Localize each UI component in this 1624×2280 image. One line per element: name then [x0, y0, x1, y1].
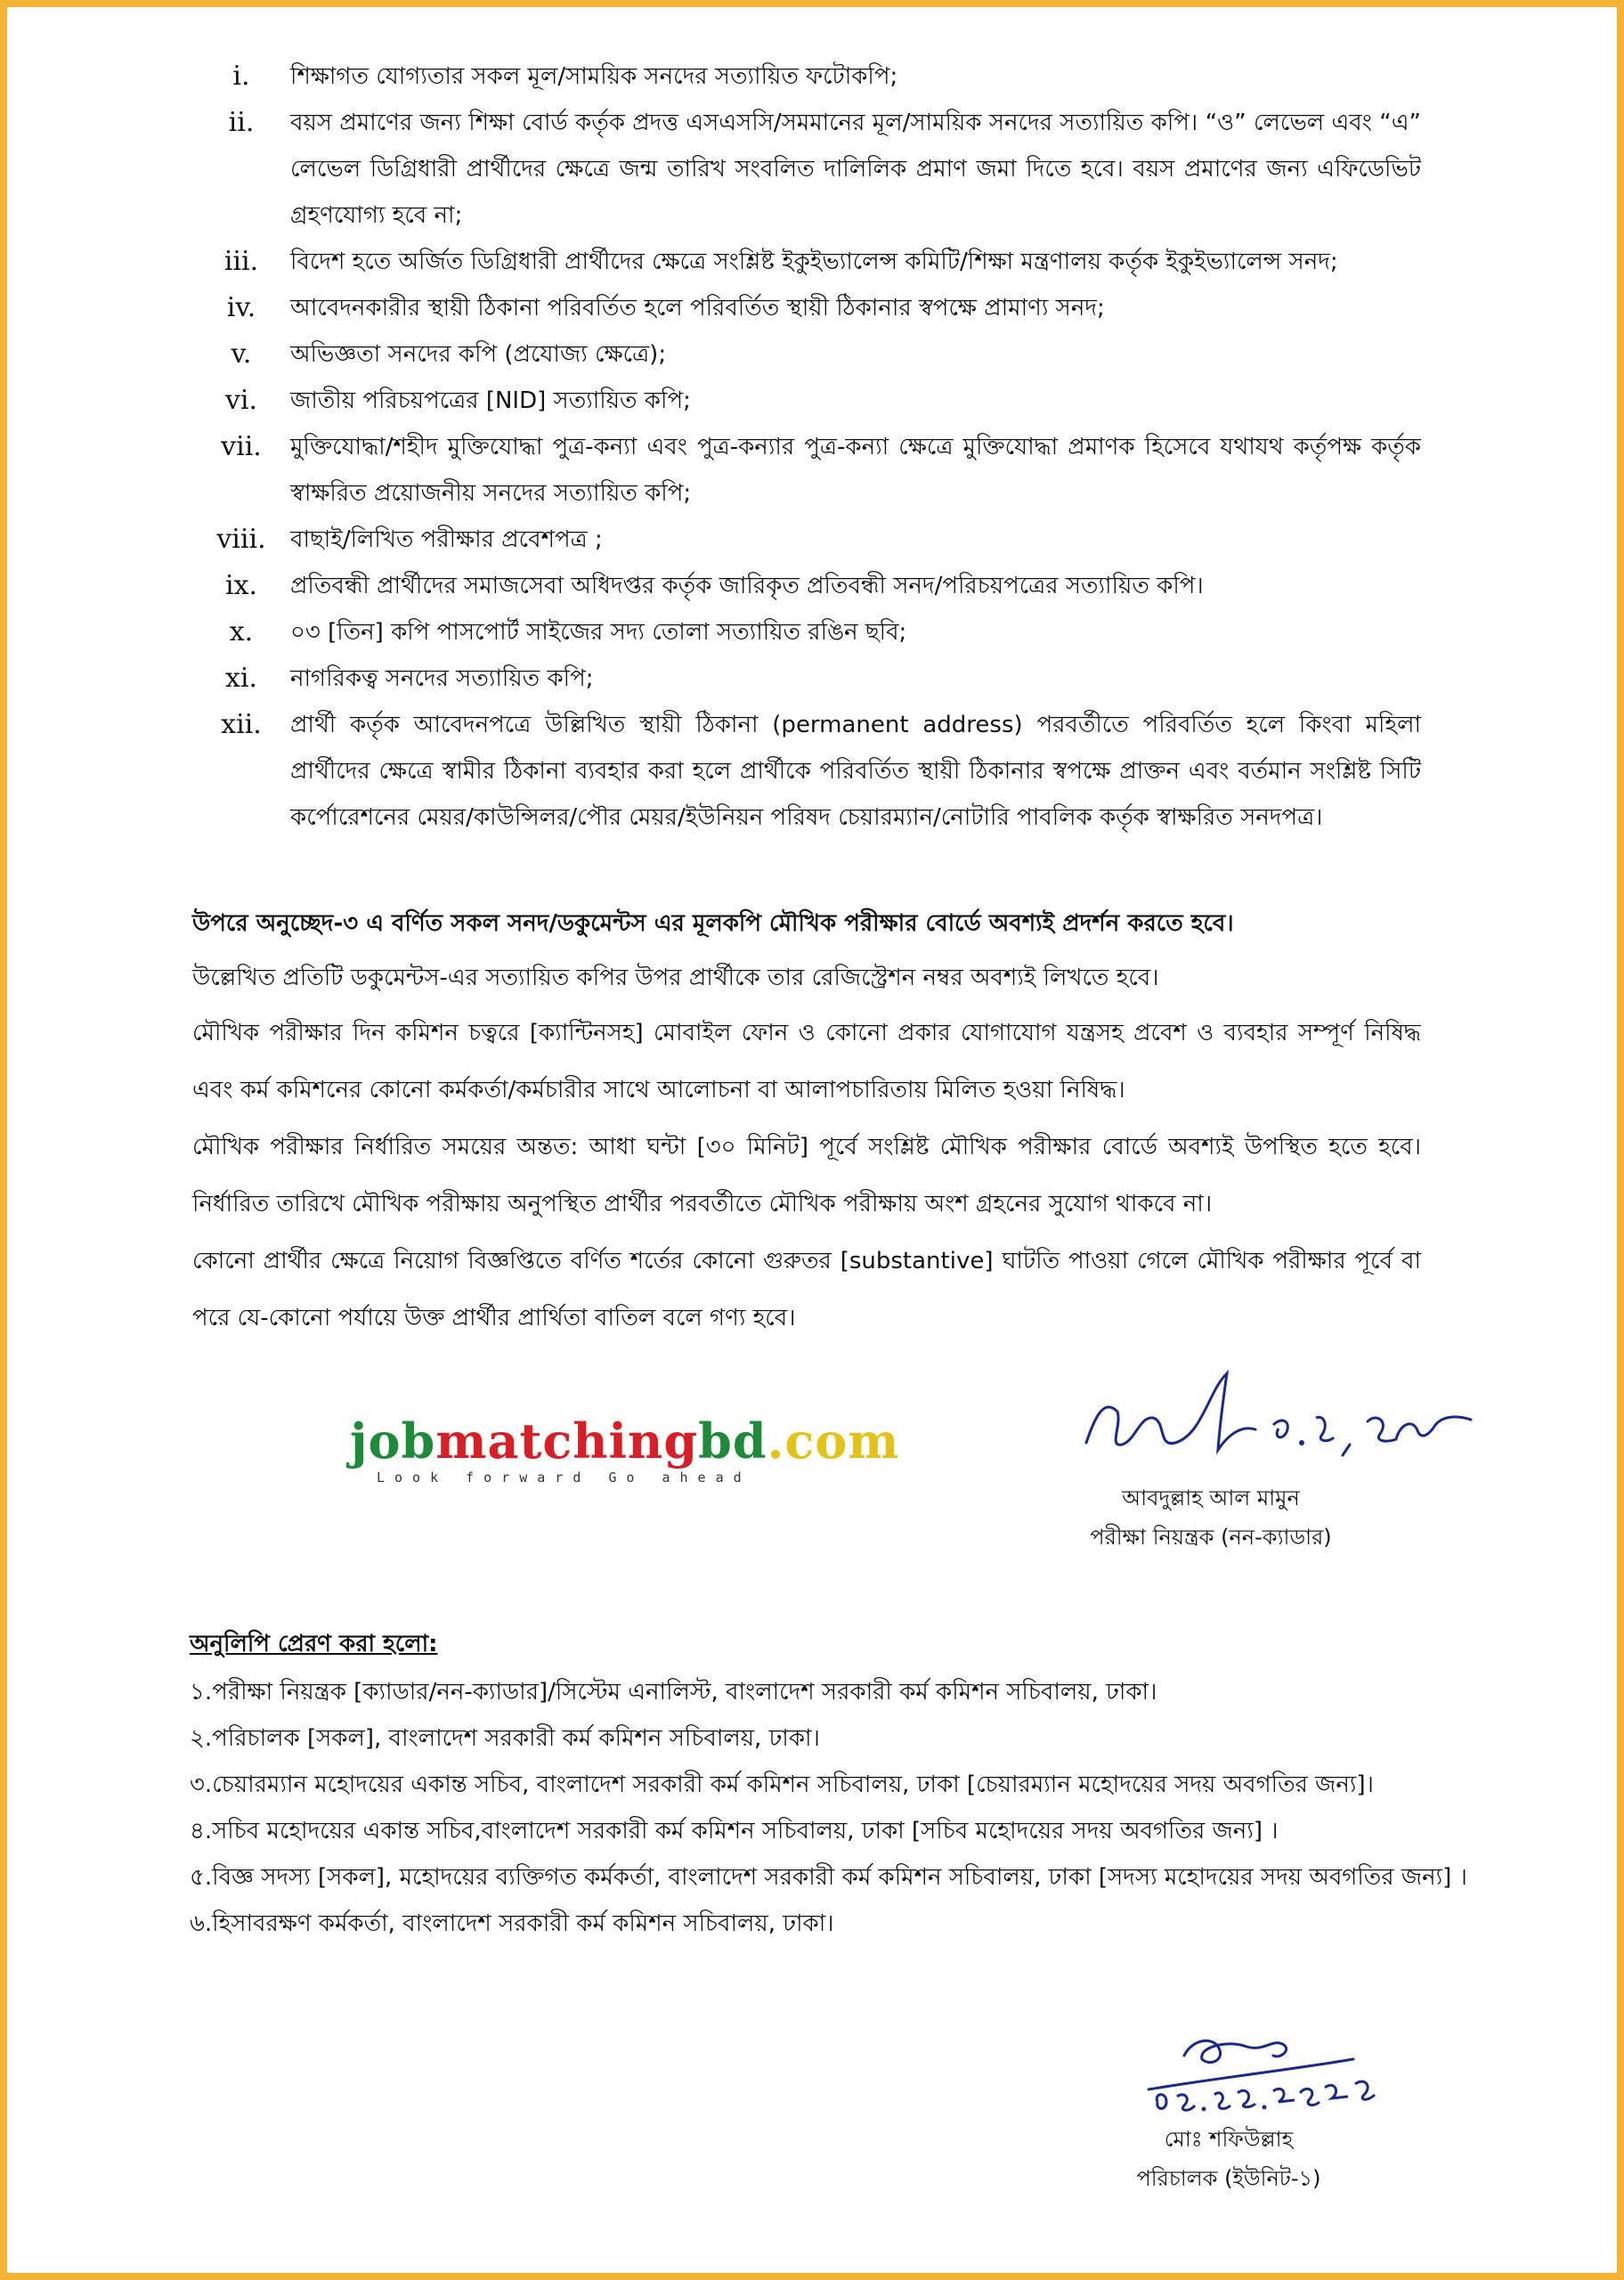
list-item	[192, 563, 1421, 609]
item-number: xi.	[224, 663, 258, 694]
item-number: xii.	[221, 709, 262, 740]
copy-to-item: ৫.বিজ্ঞ সদস্য [সকল], মহোদয়ের ব্যক্তিগত কর্মকর্তা, বাংলাদেশ সরকারী কর্ম কমিশন সচিবালয়, ঢাকা [সদস্য মহোদয়ের সদয় অবগতির জন্য] ।	[190, 1864, 1467, 1891]
item-text: বিদেশ হতে অর্জিত ডিগ্রিধারী প্রার্থীদের ক্ষেত্রে সংশ্লিষ্ট ইকুইভ্যালেন্স কমিটি/শিক্ষা মন্ত্রণালয় কর্তৃক ইকুইভ্যালেন্স সনদ;	[290, 248, 1338, 275]
paragraph-mobile-ban: মৌখিক পরীক্ষার দিন কমিশন চত্বরে [ক্যান্টিনসহ] মোবাইল ফোন ও কোনো প্রকার যোগাযোগ যন্ত্রসহ প্রবেশ ও ব্যবহার সম্পূর্ণ নিষিদ্ধ এবং কর্ম কমিশনের কোনো কর্মকর্তা/কর্মচারীর সাথে আলোচনা বা আলাপচারিতায় মিলিত হওয়া নিষিদ্ধ।	[192, 1020, 1421, 1103]
item-text: অভিজ্ঞতা সনদের কপি (প্রযোজ্য ক্ষেত্রে);	[290, 341, 667, 368]
list-item	[192, 424, 1421, 517]
signatory-2-title: পরিচালক (ইউনিট-১)	[1136, 2166, 1321, 2191]
list-item	[192, 239, 1421, 285]
signatory-1-block	[1002, 1478, 1420, 1557]
list-item	[192, 609, 1421, 656]
item-text: শিক্ষাগত যোগ্যতার সকল মূল/সাময়িক সনদের সত্যায়িত ফটোকপি;	[290, 63, 898, 90]
signature-1	[1068, 1363, 1496, 1478]
signatory-2-block	[1024, 2120, 1433, 2198]
item-text: বাছাই/লিখিত পরীক্ষার প্রবেশপত্র ;	[290, 526, 603, 553]
item-text: প্রতিবন্ধী প্রার্থীদের সমাজসেবা অধিদপ্তর কর্তৃক জারিকৃত প্রতিবন্ধী সনদ/পরিচয়পত্রের সত্যায়িত কপি।	[290, 573, 1204, 599]
copy-to-item: ২.পরিচালক [সকল], বাংলাদেশ সরকারী কর্ম কমিশন সচিবালয়, ঢাকা।	[190, 1725, 820, 1752]
signatory-1-title: পরীক্ষা নিয়ন্ত্রক (নন-ক্যাডার)	[1090, 1525, 1332, 1550]
required-documents-list	[192, 53, 1421, 841]
item-number: vii.	[221, 431, 262, 462]
item-text: মুক্তিযোদ্ধা/শহীদ মুক্তিযোদ্ধা পুত্র-কন্যা এবং পুত্র-কন্যার পুত্র-কন্যা ক্ষেত্রে মুক্তিযোদ্ধা প্রমাণক হিসেবে যথাযথ কর্তৃপক্ষ কর্তৃক স্বাক্ষরিত প্রয়োজনীয় সনদের সত্যায়িত কপি;	[290, 434, 1421, 507]
list-item	[192, 656, 1421, 702]
item-number: x.	[229, 616, 254, 647]
item-text: জাতীয় পরিচয়পত্রের [NID] সত্যায়িত কপি;	[290, 387, 691, 414]
item-text: বয়স প্রমাণের জন্য শিক্ষা বোর্ড কর্তৃক প্রদত্ত এসএসসি/সমমানের মূল/সাময়িক সনদের সত্যায়িত কপি। “ও” লেভেল এবং “এ” লেভেল ডিগ্রিধারী প্রার্থীদের ক্ষেত্রে জন্ম তারিখ সংবলিত দালিলিক প্রমাণ জমা দিতে হবে। বয়স প্রমাণের জন্য এফিডেভিট গ্রহণযোগ্য হবে না;	[290, 110, 1421, 229]
list-item	[192, 331, 1421, 378]
watermark-tagline: Look forward Go ahead	[377, 1470, 751, 1486]
signature-2	[1131, 2020, 1398, 2127]
watermark-logo-text: jobmatchingbd.com	[350, 1413, 900, 1470]
item-number: ii.	[228, 107, 255, 138]
item-number: i.	[232, 61, 250, 92]
copy-to-list	[190, 1669, 1481, 1947]
copy-to-item: ৪.সচিব মহোদয়ের একান্ত সচিব,বাংলাদেশ সরকারী কর্ম কমিশন সচিবালয়, ঢাকা [সচিব মহোদয়ের সদয় অবগতির জন্য] ।	[190, 1818, 1279, 1844]
copy-to-heading: অনুলিপি প্রেরণ করা হলো:	[190, 1631, 438, 1657]
item-number: iv.	[226, 292, 256, 323]
list-item	[192, 100, 1421, 239]
item-number: vi.	[224, 385, 258, 416]
list-item	[192, 378, 1421, 424]
item-text: ০৩ [তিন] কপি পাসপোর্ট সাইজের সদ্য তোলা সত্যায়িত রঙিন ছবি;	[290, 619, 907, 646]
item-number: ix.	[224, 570, 258, 601]
list-item	[192, 702, 1421, 841]
item-text: প্রার্থী কর্তৃক আবেদনপত্রে উল্লিখিত স্থায়ী ঠিকানা (permanent address) পরবর্তীতে পরিবর্তিত হলে কিংবা মহিলা প্রার্থীদের ক্ষেত্রে স্বামীর ঠিকানা ব্যবহার করা হলে প্রার্থীকে পরিবর্তিত স্থায়ী ঠিকানার স্বপক্ষে প্রাক্তন এবং বর্তমান সংশ্লিষ্ট সিটি কর্পোরেশনের মেয়র/কাউন্সিলর/পৌর মেয়র/ইউনিয়ন পরিষদ চেয়ারম্যান/নোটারি পাবলিক কর্তৃক স্বাক্ষরিত সনদপত্র।	[290, 712, 1421, 831]
list-item	[192, 285, 1421, 331]
watermark-logo	[350, 1414, 938, 1486]
copy-to-item: ১.পরীক্ষা নিয়ন্ত্রক [ক্যাডার/নন-ক্যাডার]/সিস্টেম এনালিস্ট, বাংলাদেশ সরকারী কর্ম কমিশন সচিবালয়, ঢাকা।	[190, 1679, 1157, 1706]
item-text: নাগরিকত্ব সনদের সত্যায়িত কপি;	[290, 665, 594, 692]
item-number: viii.	[216, 524, 266, 555]
paragraph-cancellation: কোনো প্রার্থীর ক্ষেত্রে নিয়োগ বিজ্ঞপ্তিতে বর্ণিত শর্তের কোনো গুরুতর [substantive] ঘাটতি পাওয়া গেলে মৌখিক পরীক্ষার পূর্বে বা পরে যে-কোনো পর্যায়ে উক্ত প্রার্থীর প্রার্থিতা বাতিল বলে গণ্য হবে।	[192, 1248, 1421, 1331]
copy-to-item: ৩.চেয়ারম্যান মহোদয়ের একান্ত সচিব, বাংলাদেশ সরকারী কর্ম কমিশন সচিবালয়, ঢাকা [চেয়ারম্যান মহোদয়ের সদয় অবগতির জন্য]।	[190, 1771, 1374, 1798]
list-item	[192, 517, 1421, 563]
item-number: v.	[231, 338, 252, 370]
paragraph-registration: উল্লেখিত প্রতিটি ডকুমেন্টস-এর সত্যায়িত কপির উপর প্রার্থীকে তার রেজিস্ট্রেশন নম্বর অবশ্যই লিখতে হবে।	[192, 965, 1159, 991]
paragraph-attendance: মৌখিক পরীক্ষার নির্ধারিত সময়ের অন্তত: আধা ঘন্টা [৩০ মিনিট] পূর্বে সংশ্লিষ্ট মৌখিক পরীক্ষার বোর্ডে অবশ্যই উপস্থিত হতে হবে। নির্ধারিত তারিখে মৌখিক পরীক্ষায় অনুপস্থিত প্রার্থীর পরবর্তীতে মৌখিক পরীক্ষায় অংশ গ্রহনের সুযোগ থাকবে না।	[192, 1134, 1421, 1217]
bold-notice: উপরে অনুচ্ছেদ-৩ এ বর্ণিত সকল সনদ/ডকুমেন্টস এর মূলকপি মৌখিক পরীক্ষার বোর্ডে অবশ্যই প্রদর্শন করতে হবে।	[192, 910, 1234, 937]
signatory-2-name: মোঃ শফিউল্লাহ	[1164, 2127, 1294, 2152]
item-text: আবেদনকারীর স্থায়ী ঠিকানা পরিবর্তিত হলে পরিবর্তিত স্থায়ী ঠিকানার স্বপক্ষে প্রামাণ্য সনদ;	[290, 295, 1105, 322]
signatory-1-name: আবদুল্লাহ আল মামুন	[1122, 1486, 1300, 1510]
list-item	[192, 53, 1421, 100]
item-number: iii.	[223, 246, 259, 277]
copy-to-item: ৬.হিসাবরক্ষণ কর্মকর্তা, বাংলাদেশ সরকারী কর্ম কমিশন সচিবালয়, ঢাকা।	[190, 1910, 834, 1937]
